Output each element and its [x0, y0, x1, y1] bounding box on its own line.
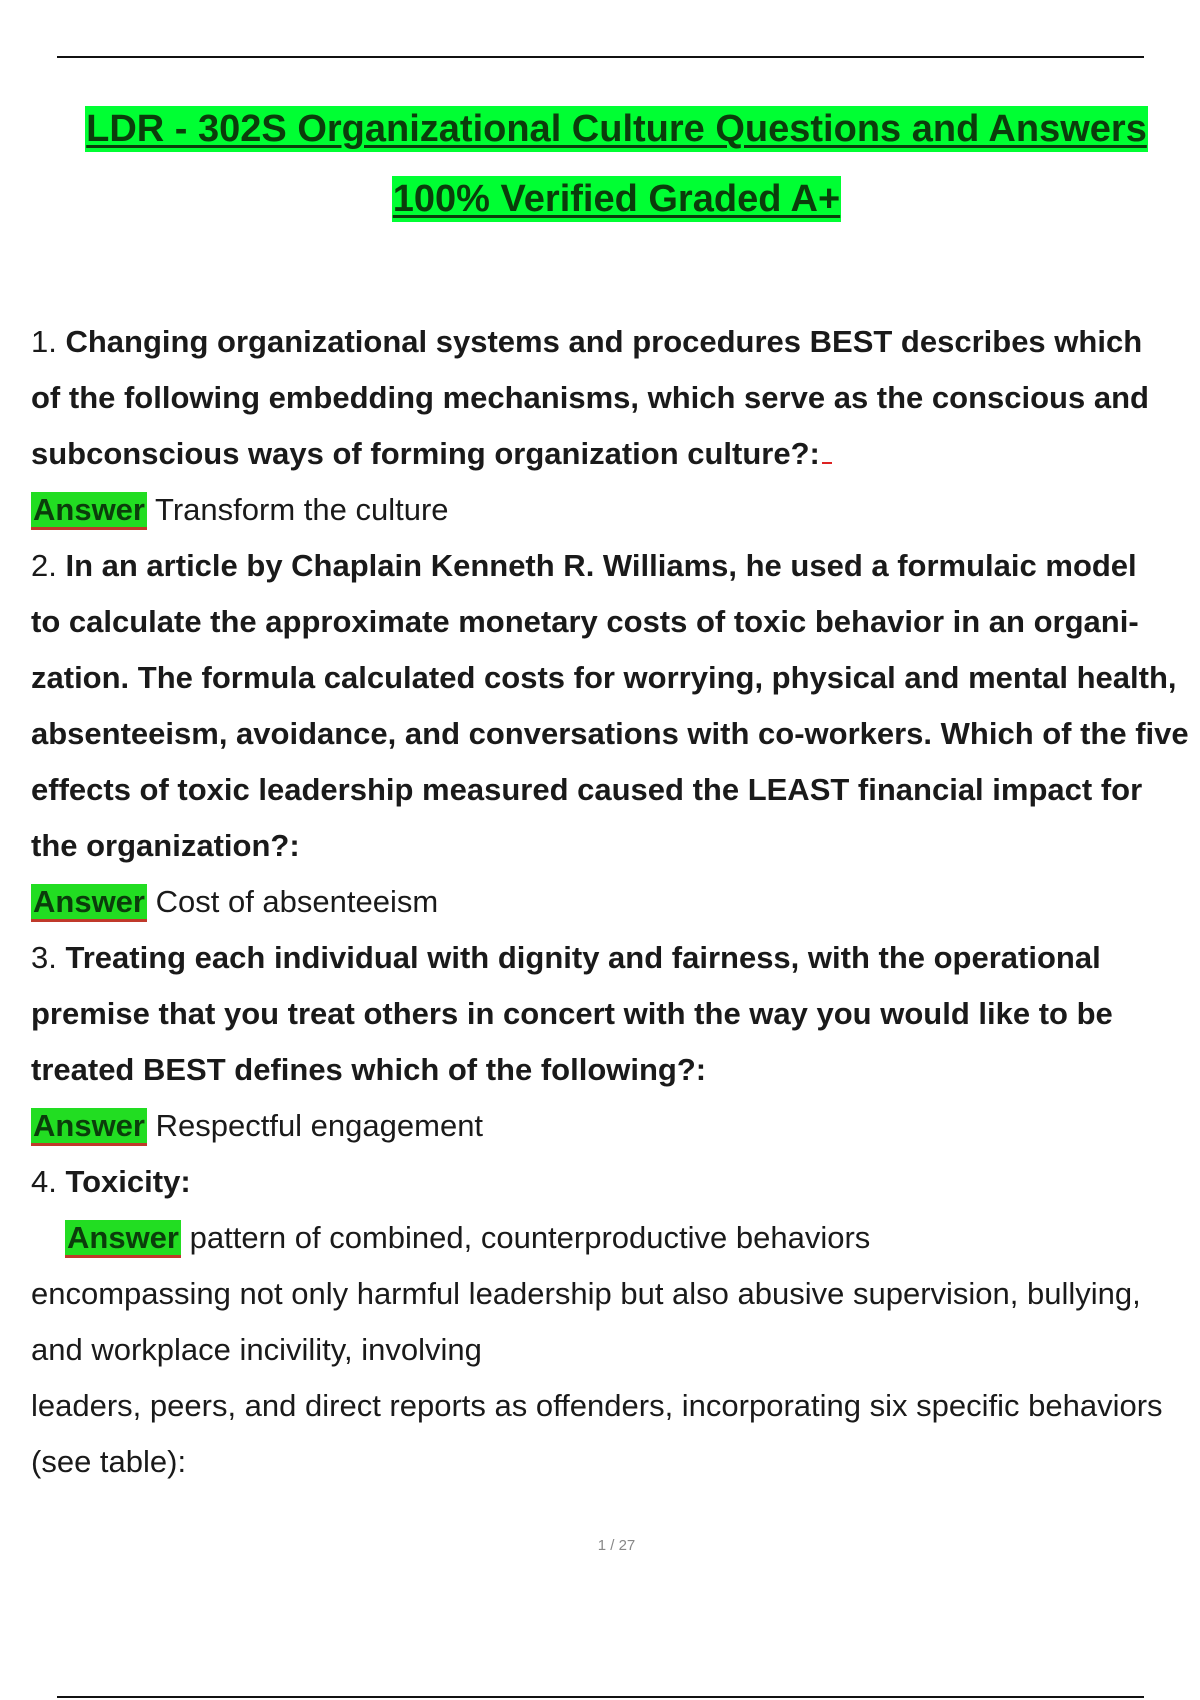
question-number: 1.	[31, 324, 57, 359]
answer-text: Cost of absenteeism	[155, 884, 439, 919]
question-text: absenteeism, avoidance, and conversations with co-workers. Which of the five	[31, 716, 1189, 751]
question-3	[31, 930, 1200, 1154]
spellcheck-mark	[822, 459, 832, 464]
question-4	[31, 1154, 1200, 1490]
answer-text: Respectful engagement	[155, 1108, 484, 1143]
question-text: Toxicity:	[65, 1164, 191, 1199]
answer-row	[31, 1098, 1200, 1154]
question-text: zation. The formula calculated costs for worrying, physical and mental health,	[31, 660, 1177, 695]
question-text: treated BEST defines which of the following?:	[31, 1052, 707, 1087]
question-text: Treating each individual with dignity and fairness, with the operational	[65, 940, 1101, 975]
answer-continuation: leaders, peers, and direct reports as offenders, incorporating six specific behaviors	[31, 1388, 1163, 1423]
question-text: effects of toxic leadership measured caused the LEAST financial impact for	[31, 772, 1143, 807]
top-rule	[57, 56, 1144, 58]
answer-row	[31, 1210, 1200, 1266]
title-line-2: 100% Verified Graded A+	[392, 178, 841, 220]
question-text: subconscious ways of forming organization culture?:	[31, 436, 820, 471]
question-number: 3.	[31, 940, 57, 975]
question-number: 4.	[31, 1164, 57, 1199]
title-line-1: LDR - 302S Organizational Culture Questions and Answers	[86, 108, 1147, 150]
answer-label: Answer	[31, 884, 147, 922]
answer-row	[31, 874, 1200, 930]
answer-continuation: encompassing not only harmful leadership but also abusive supervision, bullying,	[31, 1276, 1141, 1311]
answer-text: Transform the culture	[155, 492, 449, 527]
question-text: In an article by Chaplain Kenneth R. Williams, he used a formulaic model	[65, 548, 1137, 583]
question-text: premise that you treat others in concert with the way you would like to be	[31, 996, 1113, 1031]
answer-row	[31, 482, 1200, 538]
document-title	[0, 106, 1200, 222]
bottom-rule	[57, 1696, 1144, 1698]
answer-label: Answer	[65, 1220, 181, 1258]
question-text: of the following embedding mechanisms, which serve as the conscious and	[31, 380, 1149, 415]
answer-label: Answer	[31, 492, 147, 530]
answer-continuation: and workplace incivility, involving	[31, 1332, 482, 1367]
question-2	[31, 538, 1200, 930]
page-indicator: 1 / 27	[597, 1537, 636, 1554]
answer-label: Answer	[31, 1108, 147, 1146]
question-1	[31, 314, 1200, 538]
question-number: 2.	[31, 548, 57, 583]
question-text: the organization?:	[31, 828, 300, 863]
question-text: Changing organizational systems and procedures BEST describes which	[65, 324, 1143, 359]
answer-text: pattern of combined, counterproductive behaviors	[189, 1220, 871, 1255]
answer-continuation: (see table):	[31, 1444, 187, 1479]
question-text: to calculate the approximate monetary costs of toxic behavior in an organi-	[31, 604, 1139, 639]
